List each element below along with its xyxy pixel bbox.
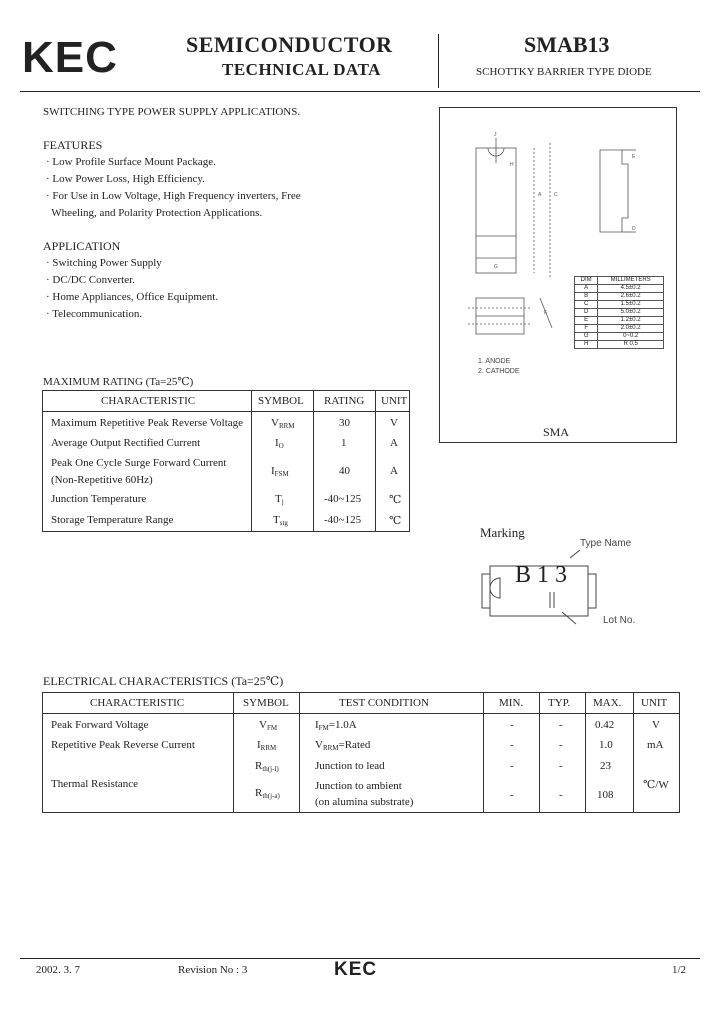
rating-row-char: Average Output Rectified Current (51, 437, 201, 449)
column-header: UNIT (641, 697, 668, 709)
rating-row-char: Maximum Repetitive Peak Reverse Voltage (51, 417, 244, 429)
dim-cell: E (575, 317, 598, 325)
electrical-row-char: Repetitive Peak Reverse Current (51, 739, 195, 751)
electrical-row-condition: $V_{RRM}=Rated$ (315, 739, 371, 752)
electrical-row-max: 23 (600, 760, 611, 772)
column-header: MAX. (593, 697, 622, 709)
column-divider (539, 693, 540, 812)
pin-label-cathode: 2. CATHODE (478, 368, 520, 375)
package-drawing-box (439, 107, 677, 443)
dim-cell: G (575, 333, 598, 341)
dimension-table (574, 276, 664, 349)
rating-row-value: -40~125 (324, 493, 362, 505)
rating-row-value: -40~125 (324, 514, 362, 526)
dim-cell: 2.6±0.2 (598, 293, 664, 301)
package-outline-drawing (440, 108, 676, 442)
electrical-row-unit: mA (647, 739, 664, 751)
column-divider (251, 391, 252, 531)
rating-row-symbol: $V_{RRM}$ (271, 417, 295, 430)
dim-header: MILLIMETERS (598, 277, 664, 285)
column-header: SYMBOL (258, 395, 304, 407)
rating-row-symbol: $T_j$ (275, 493, 284, 506)
dim-cell: F (575, 325, 598, 333)
dim-cell: C (575, 301, 598, 309)
electrical-row-typ: - (559, 739, 563, 751)
electrical-row-min: - (510, 739, 514, 751)
feature-item: · Low Power Loss, High Efficiency. (46, 173, 205, 185)
dim-cell: R 0.5 (598, 341, 664, 349)
electrical-row-symbol: $R_{th(j-l)}$ (255, 760, 279, 773)
dim-cell: 2.0±0.2 (598, 325, 664, 333)
column-divider (313, 391, 314, 531)
feature-item: Wheeling, and Polarity Protection Applications. (46, 207, 263, 219)
dim-header: DIM (575, 277, 598, 285)
dim-cell: 1.5±0.2 (598, 301, 664, 309)
column-header: TYP. (548, 697, 571, 709)
electrical-table (42, 692, 680, 813)
svg-text:A: A (538, 192, 542, 198)
column-header: MIN. (499, 697, 524, 709)
application-heading: APPLICATION (43, 239, 121, 253)
electrical-row-condition: Junction to lead (315, 760, 385, 772)
rating-row-unit: V (390, 417, 398, 429)
rating-row-value: 30 (339, 417, 350, 429)
max-rating-title: MAXIMUM RATING (Ta=25℃) (43, 376, 194, 388)
column-divider (585, 693, 586, 812)
rating-row-unit: A (390, 437, 398, 449)
application-item: · DC/DC Converter. (46, 274, 135, 286)
application-item: · Telecommunication. (46, 308, 143, 320)
table-header-rule (43, 411, 409, 412)
electrical-row-char: Thermal Resistance (51, 778, 139, 790)
electrical-row-max: 0.42 (595, 719, 615, 731)
kec-logo: KEC (22, 33, 118, 82)
column-header: UNIT (381, 395, 408, 407)
electrical-row-min: - (510, 789, 514, 801)
application-item: · Home Appliances, Office Equipment. (46, 291, 219, 303)
column-header: SYMBOL (243, 697, 289, 709)
type-name-label: Type Name (580, 538, 632, 549)
dim-cell: A (575, 285, 598, 293)
table-header-rule (43, 713, 679, 714)
electrical-row-unit: V (652, 719, 660, 731)
lot-number-label: Lot No. (603, 615, 636, 626)
electrical-row-symbol: $R_{th(j-a)}$ (255, 787, 280, 800)
part-subtitle: SCHOTTKY BARRIER TYPE DIODE (476, 66, 652, 78)
column-divider (299, 693, 300, 812)
electrical-row-condition: Junction to ambient (315, 780, 402, 792)
rating-row-unit: ℃ (389, 515, 402, 527)
column-header: RATING (324, 395, 365, 407)
dim-cell: 1.2±0.2 (598, 317, 664, 325)
dim-cell: H (575, 341, 598, 349)
column-divider (233, 693, 234, 812)
rating-row-symbol: $I_{FSM}$ (271, 465, 289, 478)
electrical-row-char: Peak Forward Voltage (51, 719, 149, 731)
marking-title: Marking (480, 525, 525, 540)
header-title-semiconductor: SEMICONDUCTOR (186, 32, 393, 57)
electrical-row-max: 1.0 (599, 739, 613, 751)
rating-row-unit: ℃ (389, 494, 402, 506)
electrical-row-typ: - (559, 760, 563, 772)
electrical-row-typ: - (559, 789, 563, 801)
dim-cell: 5.0±0.2 (598, 309, 664, 317)
rating-row-unit: A (390, 465, 398, 477)
rating-row-symbol: $I_O$ (275, 437, 284, 450)
column-divider (483, 693, 484, 812)
dim-cell: D (575, 309, 598, 317)
footer-date: 2002. 3. 7 (36, 964, 80, 976)
column-header: CHARACTERISTIC (90, 697, 185, 709)
dim-cell: 4.5±0.2 (598, 285, 664, 293)
rating-row-char: Storage Temperature Range (51, 514, 174, 526)
application-headline: SWITCHING TYPE POWER SUPPLY APPLICATIONS. (43, 106, 301, 118)
column-header: TEST CONDITION (339, 697, 429, 709)
svg-text:F: F (544, 310, 548, 316)
electrical-title: ELECTRICAL CHARACTERISTICS (Ta=25℃) (43, 674, 284, 688)
rating-row-value: 1 (341, 437, 347, 449)
rating-row-char-note: (Non-Repetitive 60Hz) (51, 474, 153, 486)
dim-cell: B (575, 293, 598, 301)
application-item: · Switching Power Supply (46, 257, 162, 269)
column-divider (633, 693, 634, 812)
package-name: SMA (543, 425, 570, 439)
svg-text:C: C (554, 192, 558, 198)
electrical-row-unit: ℃/W (643, 779, 669, 791)
svg-text:G: G (494, 264, 498, 270)
header-rule (20, 91, 700, 92)
part-number: SMAB13 (524, 32, 610, 57)
electrical-row-condition-note: (on alumina substrate) (315, 796, 414, 808)
electrical-row-symbol: $V_{FM}$ (259, 719, 278, 732)
max-rating-table (42, 390, 410, 532)
electrical-row-min: - (510, 760, 514, 772)
svg-text:J: J (494, 132, 497, 138)
feature-item: · For Use in Low Voltage, High Frequency inverters, Free (46, 190, 301, 202)
feature-item: · Low Profile Surface Mount Package. (46, 156, 216, 168)
svg-text:E: E (632, 154, 636, 160)
electrical-row-condition: $I_{FM}=1.0A$ (315, 719, 357, 732)
column-header: CHARACTERISTIC (101, 395, 196, 407)
electrical-row-max: 108 (597, 789, 614, 801)
electrical-row-symbol: $I_{RRM}$ (257, 739, 277, 752)
svg-text:D: D (632, 226, 636, 232)
pin-label-anode: 1. ANODE (478, 358, 511, 365)
features-heading: FEATURES (43, 138, 103, 152)
footer-page-number: 1/2 (672, 964, 687, 976)
electrical-row-min: - (510, 719, 514, 731)
svg-text:H: H (510, 162, 514, 168)
rating-row-char: Peak One Cycle Surge Forward Current (51, 457, 227, 469)
rating-row-char: Junction Temperature (51, 493, 147, 505)
header-vertical-divider (438, 34, 439, 88)
header-title-technical-data: TECHNICAL DATA (222, 60, 381, 79)
electrical-row-typ: - (559, 719, 563, 731)
footer-revision: Revision No : 3 (178, 964, 248, 976)
marking-code: B13 (515, 562, 574, 588)
dim-cell: 0~0.2 (598, 333, 664, 341)
column-divider (375, 391, 376, 531)
rating-row-symbol: $T_{stg}$ (273, 514, 288, 527)
footer-kec-logo: KEC (334, 959, 378, 980)
rating-row-value: 40 (339, 465, 350, 477)
